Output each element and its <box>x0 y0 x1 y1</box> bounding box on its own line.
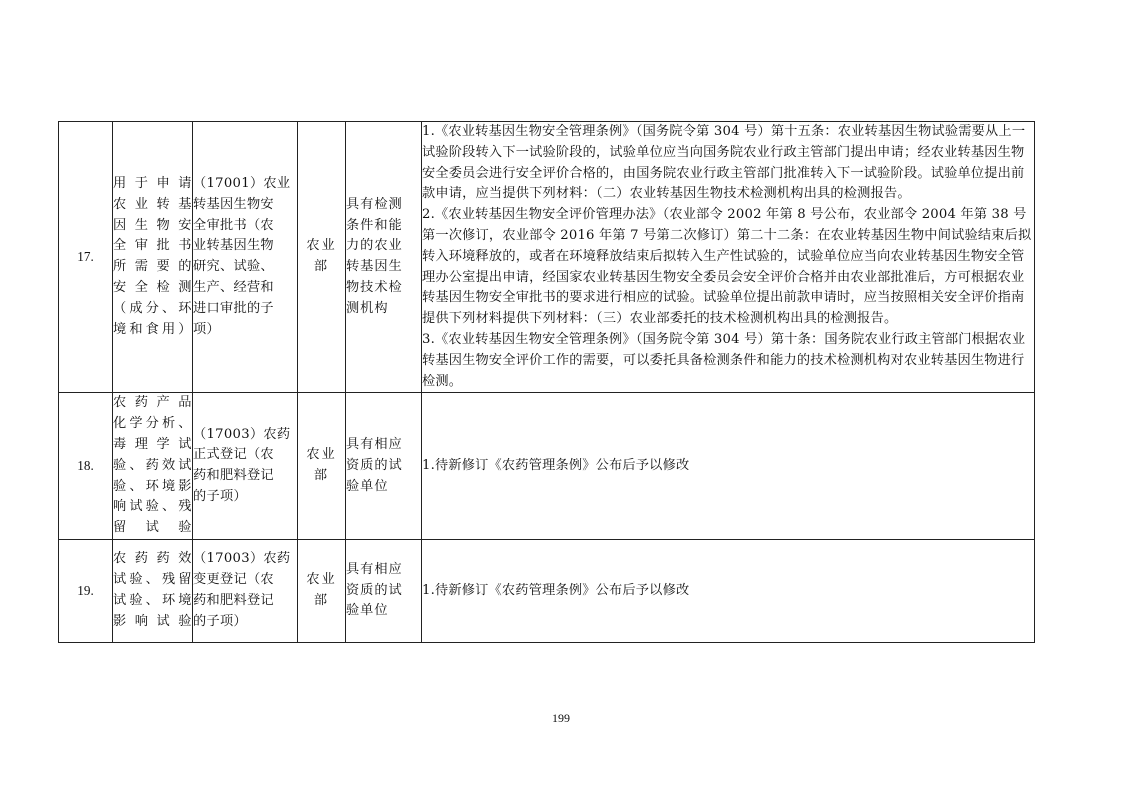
item-name-cell <box>113 122 193 393</box>
subitem-line: 药和肥料登记 <box>193 468 274 484</box>
department-line: 部 <box>313 592 330 608</box>
table-row <box>59 393 1035 540</box>
item-name-line: （成分、环 <box>113 300 192 316</box>
row-number: 18. <box>59 393 113 540</box>
qualification-cell <box>346 539 422 642</box>
subitem-line: （17001）农业 <box>193 175 291 191</box>
qualification-cell <box>346 393 422 540</box>
qualification-line: 验单位 <box>346 603 389 619</box>
department-cell <box>298 393 346 540</box>
qualification-line: 验单位 <box>346 478 389 494</box>
legal-basis-cell <box>422 539 1035 642</box>
item-name-line: 化学分析、 <box>113 416 192 432</box>
subitem-line: 药和肥料登记 <box>193 592 274 608</box>
approval-subitem-cell <box>193 393 298 540</box>
legal-basis-paragraph: 1.待新修订《农药管理条例》公布后予以修改 <box>422 457 690 473</box>
license-table <box>58 121 1035 643</box>
item-name-cell <box>113 539 193 642</box>
item-name-cell <box>113 393 193 540</box>
qualification-cell <box>346 122 422 393</box>
page-number: 199 <box>552 711 570 725</box>
legal-basis-paragraph: 1.待新修订《农药管理条例》公布后予以修改 <box>422 582 690 598</box>
qualification-line: 条件和能 <box>346 217 403 233</box>
item-name-line: 农药药效 <box>113 551 192 567</box>
row-number: 17. <box>59 122 113 393</box>
legal-basis-cell <box>422 122 1035 393</box>
subitem-line: 正式登记（农 <box>193 447 274 463</box>
subitem-line: 全审批书（农 <box>193 217 274 233</box>
item-name-line: 验、药效试 <box>113 457 192 473</box>
department-line: 部 <box>313 259 330 275</box>
department-line: 农业 <box>306 572 337 588</box>
subitem-line: 项） <box>193 321 220 337</box>
item-name-line: 响试验、残 <box>113 499 192 515</box>
department-cell <box>298 122 346 393</box>
subitem-line: 进口审批的子 <box>193 300 274 316</box>
item-name-line: 境和食用） <box>113 321 192 337</box>
legal-basis-cell <box>422 393 1035 540</box>
table-row <box>59 122 1035 393</box>
item-name-line: 留试验 <box>113 520 192 536</box>
qualification-line: 具有相应 <box>346 436 403 452</box>
item-name-line: 农业转基 <box>113 196 192 212</box>
department-cell <box>298 539 346 642</box>
legal-basis-paragraph: 3.《农业转基因生物安全管理条例》（国务院令第 304 号）第十条：国务院农业行政主管部门根据农业转基因生物安全评价工作的需要，可以委托具备检测条件和能力的技术检测机构对农业转基因生物进行检测。 <box>422 331 1026 389</box>
qualification-line: 资质的试 <box>346 457 403 473</box>
item-name-line: 验、环境影 <box>113 478 192 494</box>
qualification-line: 测机构 <box>346 300 389 316</box>
row-number: 19. <box>59 539 113 642</box>
subitem-line: 的子项） <box>193 488 247 504</box>
qualification-line: 资质的试 <box>346 582 403 598</box>
item-name-line: 所需要的 <box>113 259 192 275</box>
item-name-line: 用于申请 <box>113 175 192 191</box>
item-name-line: 农药产品 <box>113 395 192 411</box>
subitem-line: （17003）农药 <box>193 551 291 567</box>
table-row <box>59 539 1035 642</box>
item-name-line: 安全检测 <box>113 279 192 295</box>
department-line: 农业 <box>306 447 337 463</box>
qualification-line: 物技术检 <box>346 279 403 295</box>
qualification-line: 具有检测 <box>346 196 403 212</box>
department-line: 部 <box>313 468 330 484</box>
approval-subitem-cell <box>193 122 298 393</box>
qualification-line: 力的农业 <box>346 238 403 254</box>
subitem-line: 的子项） <box>193 613 247 629</box>
item-name-line: 毒理学试 <box>113 436 192 452</box>
legal-basis-paragraph: 1.《农业转基因生物安全管理条例》（国务院令第 304 号）第十五条：农业转基因生物试验需要从上一试验阶段转入下一试验阶段的，试验单位应当向国务院农业行政主管部门提出申请；经农业转基因生物安全委员会进行安全评价合格的，由国务院农业行政主管部门批准转入下一试验阶段。试验单位提出前款申请，应当提供下列材料：（二）农业转基因生物技术检测机构出具的检测报告。 <box>422 124 1026 202</box>
department-line: 农业 <box>306 238 337 254</box>
legal-basis-paragraph: 2.《农业转基因生物安全评价管理办法》（农业部令 2002 年第 8 号公布，农业部令 2004 年第 38 号第一次修订，农业部令 2016 年第 7 号第二次修订）第二十二条：在农业转基因生物中间试验结束后拟转入环境释放的，或者在环境释放结束后拟转入生产性试验的，试验单位应当向农业转基因生物安全管理办公室提出申请，经国家农业转基因生物安全委员会安全评价合格并由农业部批准后，方可根据农业转基因生物安全审批书的要求进行相应的试验。试验单位提出前款申请时，应当按照相关安全评价指南提供下列材料提供下列材料：（三）农业部委托的技术检测机构出具的检测报告。 <box>422 207 1032 327</box>
item-name-line: 因生物安 <box>113 217 192 233</box>
item-name-line: 影响试验 <box>113 613 192 629</box>
item-name-line: 全审批书 <box>113 238 192 254</box>
subitem-line: 变更登记（农 <box>193 572 274 588</box>
qualification-line: 具有相应 <box>346 561 403 577</box>
item-name-line: 试验、残留 <box>113 572 192 588</box>
subitem-line: 研究、试验、 <box>193 259 274 275</box>
approval-subitem-cell <box>193 539 298 642</box>
subitem-line: 转基因生物安 <box>193 196 274 212</box>
subitem-line: 生产、经营和 <box>193 279 274 295</box>
subitem-line: （17003）农药 <box>193 426 291 442</box>
qualification-line: 转基因生 <box>346 259 403 275</box>
item-name-line: 试验、环境 <box>113 592 192 608</box>
subitem-line: 业转基因生物 <box>193 238 274 254</box>
